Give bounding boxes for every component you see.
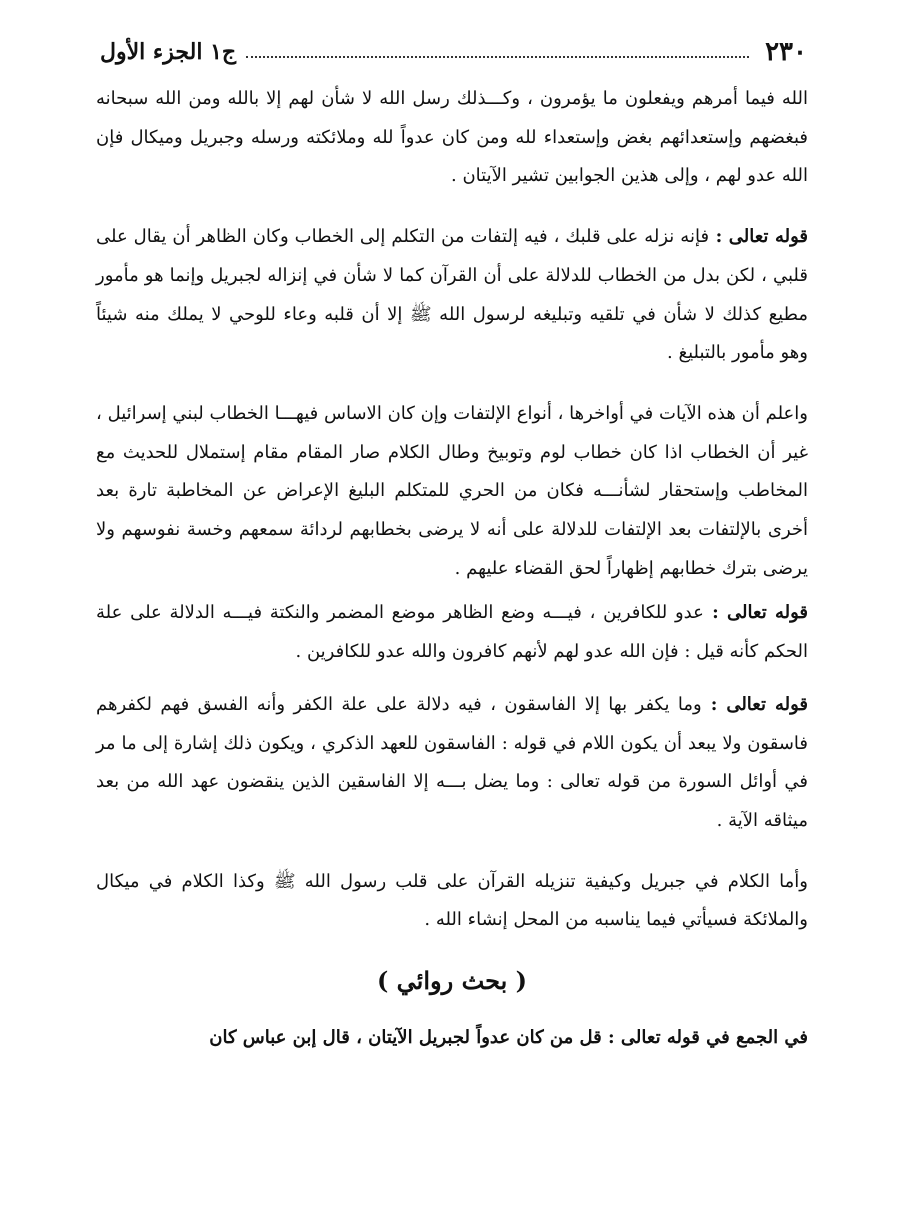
paragraph-lead: قوله تعالى :	[701, 693, 808, 715]
final-line: في الجمع في قوله تعالى : قل من كان عدواً لجبريل الآيتان ، قال إبن عباس كان	[209, 1027, 808, 1049]
paragraph-6	[96, 863, 808, 940]
paragraph-text: فإنه نزله على قلبك ، فيه إلتفات من التكلم إلى الخطاب وكان الظاهر أن يقال على قلبي ، لكن بدل من الخطاب للدلالة على أن القرآن كما لا شأن في إنزاله لجبريل وإنما هو مأمور مطيع كذلك لا شأن في تلقيه وتبليغه لرسول الله ﷺ إلا أن قلبه وعاء للوحي لا يملك منه شيئاً وهو مأمور بالتبليغ .	[96, 226, 808, 364]
page-header	[100, 32, 807, 72]
page-number: ٢٣٠	[765, 37, 807, 67]
paragraph-lead: قوله تعالى :	[709, 226, 808, 248]
paragraph-3	[96, 395, 808, 589]
paragraph-4	[96, 594, 808, 671]
section-heading: ( بحث روائي )	[376, 966, 528, 996]
paragraph-2	[96, 218, 808, 373]
page-body	[96, 80, 808, 1058]
paragraph-text: وما يكفر بها إلا الفاسقون ، فيه دلالة على علة الكفر وأنه الفسق فهم لكفرهم فاسقون ولا يبعد أن يكون اللام في قوله : الفاسقون للعهد الذكري ، ويكون ذلك إشارة إلى ما مر في أوائل السورة من قوله تعالى : وما يضل بـــه إلا الفاسقين الذين ينقضون عهد الله من بعد ميثاقه الآية .	[96, 693, 808, 831]
paragraph-text: عدو للكافرين ، فيـــه وضع الظاهر موضع المضمر والنكتة فيـــه الدلالة على علة الحكم كأنه قيل : فإن الله عدو لهم لأنهم كافرون والله عدو للكافرين .	[96, 602, 808, 663]
paragraph-1	[96, 80, 808, 196]
running-head: ج١ الجزء الأول	[100, 39, 237, 65]
paragraph-5	[96, 686, 808, 841]
paragraph-text: وأما الكلام في جبريل وكيفية تنزيله القرآن على قلب رسول الله ﷺ وكذا الكلام في ميكال والملائكة فسيأتي فيما يناسبه من المحل إنشاء الله .	[96, 870, 808, 931]
paragraph-text: واعلم أن هذه الآيات في أواخرها ، أنواع الإلتفات وإن كان الاساس فيهـــا الخطاب لبني إسرائيل ، غير أن الخطاب اذا كان خطاب لوم وتوبيخ وطال الكلام صار المقام مقام إستملال للحديث مع المخاطب وإستحقار لشأنـــه فكان من الحري للمتكلم البليغ الإعراض عن المخاطبة تارة بعد أخرى بالإلتفات بعد الإلتفات للدلالة على أنه لا يرضى بخطابهم لردائة سمعهم وخسة نفوسهم ولا يرضى بترك خطابهم إظهاراً لحق القضاء عليهم .	[96, 402, 808, 579]
header-leader-dots	[246, 56, 749, 58]
paragraph-text: الله فيما أمرهم ويفعلون ما يؤمرون ، وكـــذلك رسل الله لا شأن لهم إلا بالله ومن الله سبحانه فبغضهم وإستعدائهم بغض وإستعداء لله ومن كان عدواً لله وملائكته ورسله وجبريل وميكال فإن الله عدو لهم ، وإلى هذين الجوابين تشير الآيتان .	[96, 88, 808, 187]
paragraph-lead: قوله تعالى :	[703, 602, 809, 624]
